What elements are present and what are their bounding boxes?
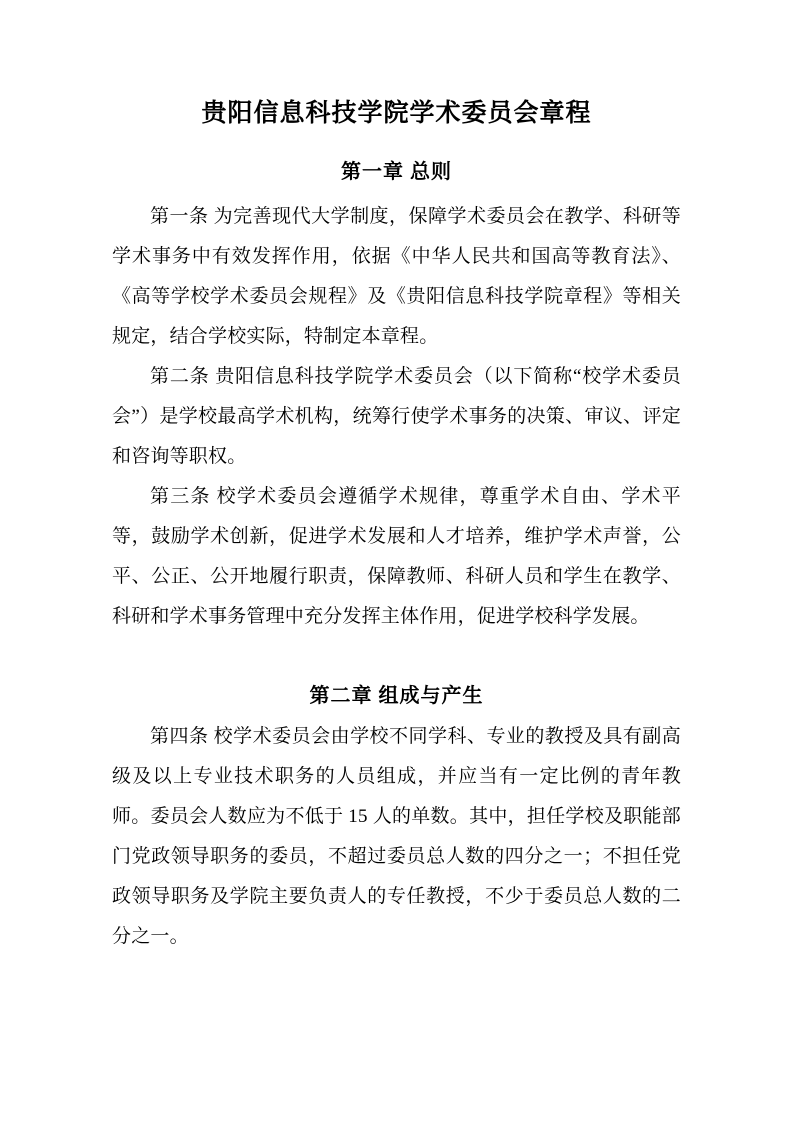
paragraph-article-3: 第三条 校学术委员会遵循学术规律，尊重学术自由、学术平等，鼓励学术创新，促进学术发展和人才培养，维护学术声誉，公平、公正、公开地履行职责，保障教师、科研人员和学生在教学、科研和学术事务管理中充分发挥主体作用，促进学校科学发展。 bbox=[112, 486, 681, 627]
page-title: 贵阳信息科技学院学术委员会章程 bbox=[201, 100, 592, 127]
chapter-heading-2: 第二章 组成与产生 bbox=[309, 685, 484, 707]
chapter-heading-1: 第一章 总则 bbox=[341, 161, 452, 183]
paragraph-article-1: 第一条 为完善现代大学制度，保障学术委员会在教学、科研等学术事务中有效发挥作用，依据《中华人民共和国高等教育法》、《高等学校学术委员会规程》及《贵阳信息科技学院章程》等相关规定，结合学校实际，特制定本章程。 bbox=[112, 206, 681, 347]
paragraph-article-4: 第四条 校学术委员会由学校不同学科、专业的教授及具有副高级及以上专业技术职务的人员组成，并应当有一定比例的青年教师。委员会人数应为不低于 15 人的单数。其中，担任学校及职能部门党政领导职务的委员，不超过委员总人数的四分之一；不担任党政领导职务及学院主要负责人的专任教授，不少于委员总人数的二分之一。 bbox=[112, 726, 681, 947]
paragraph-article-2: 第二条 贵阳信息科技学院学术委员会（以下简称“校学术委员会”）是学校最高学术机构，统筹行使学术事务的决策、审议、评定和咨询等职权。 bbox=[112, 366, 681, 467]
